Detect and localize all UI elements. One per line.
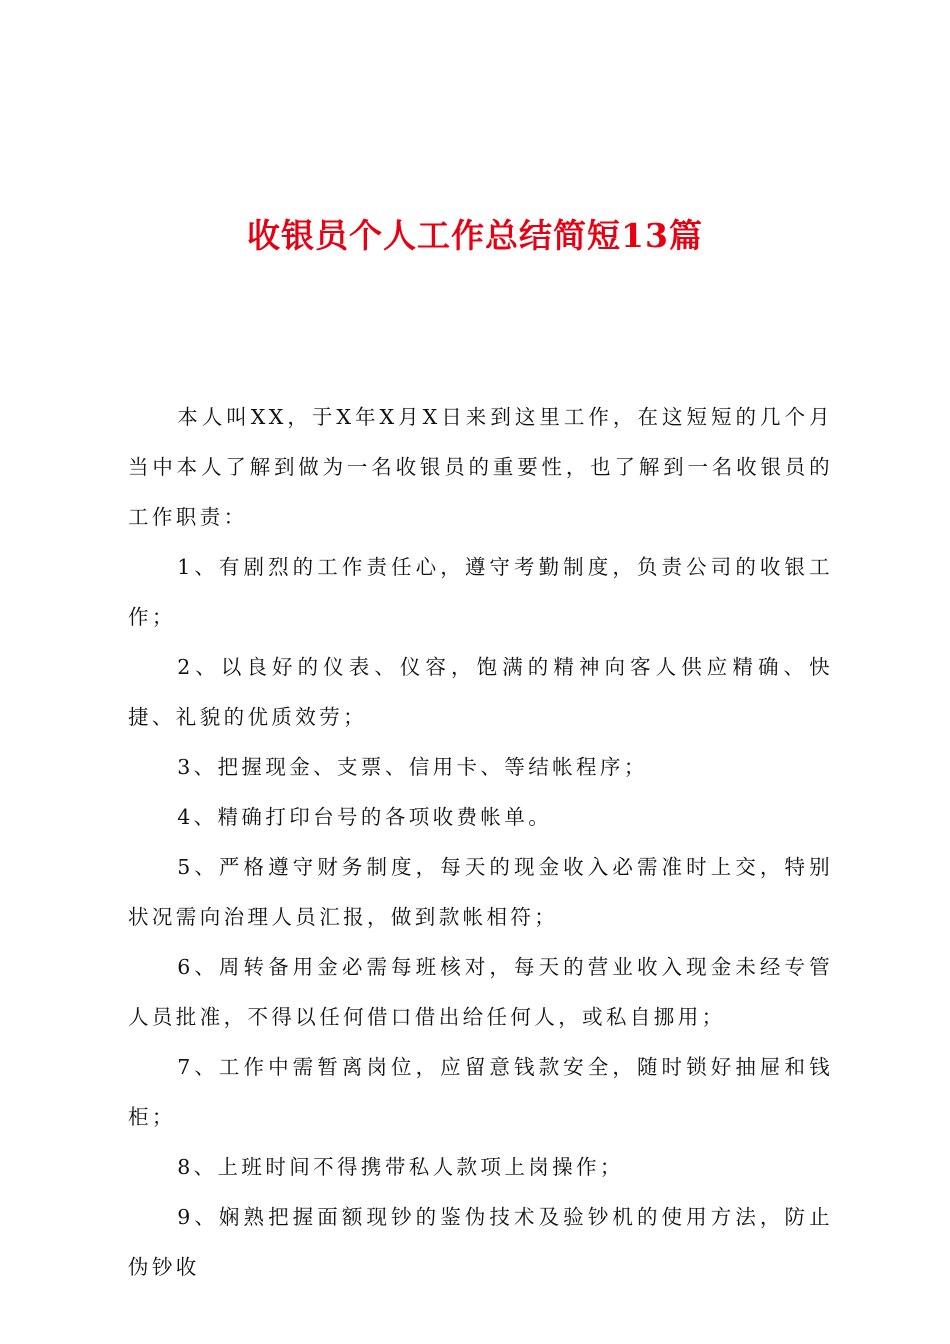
paragraph-item-4: 4、精确打印台号的各项收费帐单。 — [177, 805, 553, 829]
document-title: 收银员个人工作总结简短13篇 — [247, 216, 703, 255]
paragraph-item-6: 6、周转备用金必需每班核对，每天的营业收入现金未经专管人员批准，不得以任何借口借出给任何人，或私自挪用； — [128, 955, 833, 1029]
paragraph-item-5: 5、严格遵守财务制度，每天的现金收入必需准时上交，特别状况需向治理人员汇报，做到款帐相符； — [128, 855, 833, 929]
paragraph-item-7: 7、工作中需暂离岗位，应留意钱款安全，随时锁好抽屉和钱柜； — [128, 1055, 833, 1129]
document-body — [128, 392, 833, 1292]
paragraph-intro: 本人叫XX，于X年X月X日来到这里工作，在这短短的几个月当中本人了解到做为一名收银员的重要性，也了解到一名收银员的工作职责： — [128, 405, 833, 529]
paragraph-item-9: 9、娴熟把握面额现钞的鉴伪技术及验钞机的使用方法，防止伪钞收 — [128, 1205, 833, 1279]
paragraph-item-1: 1、有剧烈的工作责任心，遵守考勤制度，负责公司的收银工作； — [128, 555, 833, 629]
paragraph-item-2: 2、以良好的仪表、仪容，饱满的精神向客人供应精确、快捷、礼貌的优质效劳； — [128, 655, 833, 729]
paragraph-item-8: 8、上班时间不得携带私人款项上岗操作； — [177, 1155, 624, 1179]
paragraph-item-3: 3、把握现金、支票、信用卡、等结帐程序； — [177, 755, 648, 779]
